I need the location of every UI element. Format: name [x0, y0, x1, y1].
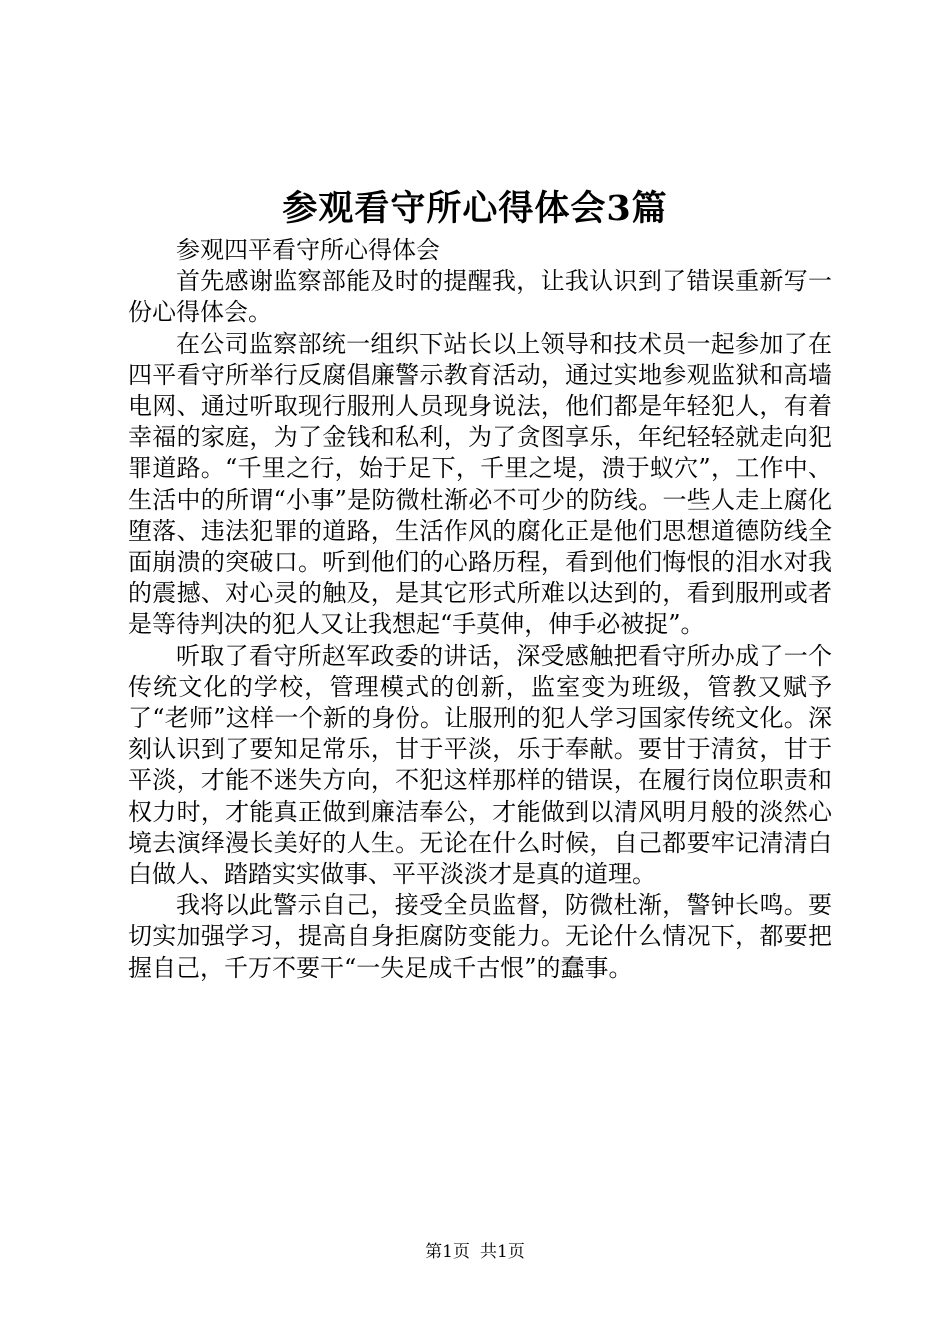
document-title: 参观看守所心得体会3篇	[282, 188, 668, 229]
paragraph-conclusion: 我将以此警示自己，接受全员监督，防微杜渐，警钟长鸣。要切实加强学习，提高自身拒腐防变能力。无论什么情况下，都要把握自己，千万不要干“一失足成千古恨”的蠢事。	[128, 891, 832, 982]
page-footer	[0, 1240, 950, 1264]
paragraph-intro: 首先感谢监察部能及时的提醒我，让我认识到了错误重新写一份心得体会。	[128, 267, 832, 327]
document-body	[128, 235, 832, 984]
page-number: 第1页	[425, 1242, 470, 1262]
paragraph-subtitle: 参观四平看守所心得体会	[176, 236, 440, 264]
paragraph-visit: 在公司监察部统一组织下站长以上领导和技术员一起参加了在四平看守所举行反腐倡廉警示教育活动，通过实地参观监狱和高墙电网、通过听取现行服刑人员现身说法，他们都是年轻犯人，有着幸福的家庭，为了金钱和私利，为了贪图享乐，年纪轻轻就走向犯罪道路。“千里之行，始于足下，千里之堤，溃于蚁穴”，工作中、生活中的所谓“小事”是防微杜渐必不可少的防线。一些人走上腐化堕落、违法犯罪的道路，生活作风的腐化正是他们思想道德防线全面崩溃的突破口。听到他们的心路历程，看到他们悔恨的泪水对我的震撼、对心灵的触及，是其它形式所难以达到的，看到服刑或者是等待判决的犯人又让我想起“手莫伸，伸手必被捉”。	[128, 329, 832, 639]
page-total: 共1页	[480, 1242, 525, 1262]
paragraph-speech: 听取了看守所赵军政委的讲话，深受感触把看守所办成了一个传统文化的学校，管理模式的创新，监室变为班级，管教又赋予了“老师”这样一个新的身份。让服刑的犯人学习国家传统文化。深刻认识到了要知足常乐，甘于平淡，乐于奉献。要甘于清贫，甘于平淡，才能不迷失方向，不犯这样那样的错误，在履行岗位职责和权力时，才能真正做到廉洁奉公，才能做到以清风明月般的淡然心境去演绎漫长美好的人生。无论在什么时候，自己都要牢记清清白白做人、踏踏实实做事、平平淡淡才是真的道理。	[128, 641, 832, 889]
